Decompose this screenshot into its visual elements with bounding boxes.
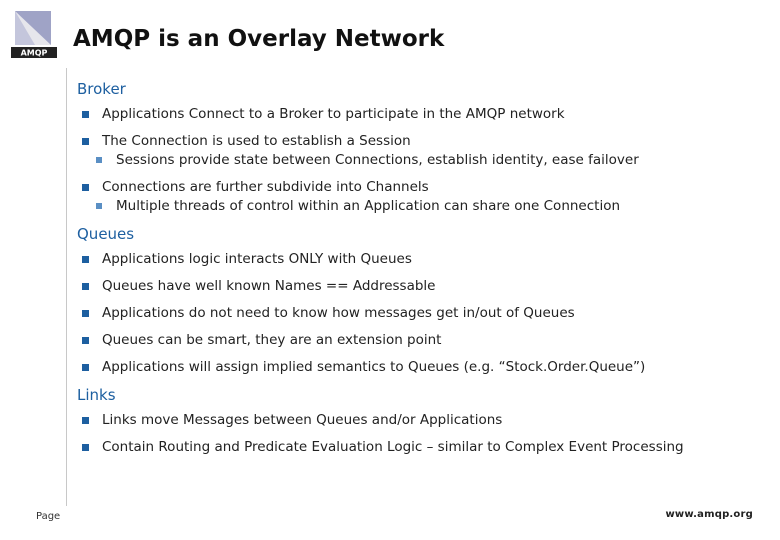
bullet-text: Connections are further subdivide into Channels — [102, 179, 429, 195]
bullet-square-icon — [82, 283, 89, 290]
bullet-item — [77, 133, 767, 169]
sub-bullet-text: Multiple threads of control within an Application can share one Connection — [116, 198, 621, 214]
bullet-text: Links move Messages between Queues and/or Applications — [102, 412, 503, 428]
bullet-text: Applications will assign implied semantics to Queues (e.g. “Stock.Order.Queue”) — [102, 359, 646, 375]
bullet-item — [77, 251, 767, 268]
bullet-square-icon — [82, 444, 89, 451]
slide-body — [77, 80, 767, 466]
bullet-square-icon — [82, 310, 89, 317]
section-heading: Broker — [77, 80, 126, 98]
amqp-logo — [11, 9, 57, 59]
bullet-text: Queues have well known Names == Addressable — [102, 278, 436, 294]
sub-bullet-text: Sessions provide state between Connections, establish identity, ease failover — [116, 152, 639, 168]
bullet-item — [77, 332, 767, 349]
bullet-square-icon — [82, 364, 89, 371]
bullet-item — [77, 305, 767, 322]
bullet-text: Queues can be smart, they are an extension point — [102, 332, 442, 348]
divider-line — [66, 68, 67, 506]
section-links — [77, 386, 767, 456]
section-queues — [77, 225, 767, 376]
section-heading: Queues — [77, 225, 135, 243]
bullet-item — [77, 359, 767, 376]
bullet-square-icon — [82, 256, 89, 263]
page-label: Page — [36, 511, 61, 522]
section-heading: Links — [77, 386, 116, 404]
bullet-square-icon — [82, 417, 89, 424]
bullet-square-icon — [82, 111, 89, 118]
bullet-text: Applications logic interacts ONLY with Queues — [102, 251, 412, 267]
section-broker — [77, 80, 767, 215]
bullet-text: Contain Routing and Predicate Evaluation Logic – similar to Complex Event Processing — [102, 439, 684, 455]
bullet-square-icon — [82, 184, 89, 191]
website-url: www.amqp.org — [665, 509, 753, 520]
sub-bullet-square-icon — [96, 157, 102, 163]
bullet-item — [77, 179, 767, 215]
bullet-text: Applications do not need to know how messages get in/out of Queues — [102, 305, 575, 321]
bullet-text: Applications Connect to a Broker to participate in the AMQP network — [102, 106, 565, 122]
bullet-item — [77, 412, 767, 429]
logo-text: AMQP — [20, 48, 48, 58]
slide-title: AMQP is an Overlay Network — [73, 26, 445, 52]
bullet-square-icon — [82, 138, 89, 145]
bullet-text: The Connection is used to establish a Session — [102, 133, 411, 149]
bullet-item — [77, 278, 767, 295]
bullet-item — [77, 106, 767, 123]
bullet-square-icon — [82, 337, 89, 344]
sub-bullet-square-icon — [96, 203, 102, 209]
bullet-item — [77, 439, 767, 456]
